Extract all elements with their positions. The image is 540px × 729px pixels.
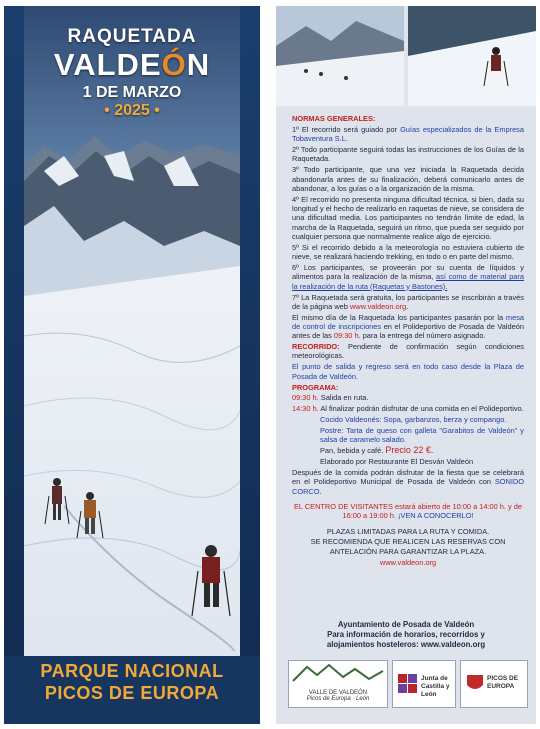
poster-right-panel bbox=[276, 6, 536, 724]
recorrido-text: Pendiente de confirmación según condiciones meteorológicas. bbox=[292, 342, 524, 361]
visitors-hours: EL CENTRO DE VISITANTES estará abierto de 10:00 a 14:00 h. y de 16:00 a 19:00 h. bbox=[294, 501, 522, 521]
park-line-2: PICOS DE EUROPA bbox=[44, 683, 220, 703]
menu-line-2: Postre: Tarta de queso con galleta "Garabitos de Valdeón" y salsa de caramelo salado. bbox=[320, 426, 524, 445]
footer-info bbox=[290, 620, 522, 650]
after-meal bbox=[292, 468, 524, 496]
after-meal-band: SONIDO CORCO bbox=[292, 477, 524, 496]
visitors-center bbox=[292, 502, 524, 521]
top-photos bbox=[276, 6, 536, 106]
event-place-accent: Ó bbox=[161, 47, 187, 82]
rule-8-text-b: en el Polideportivo de Posada de Valdeón antes de las bbox=[292, 321, 524, 341]
event-place-part-b: N bbox=[186, 47, 211, 82]
menu-line-3-text: Pan, bebida y café. bbox=[320, 446, 386, 456]
footer-line-3: alojamientos hosteleros: www.valdeon.org bbox=[326, 640, 486, 649]
plazas-web-link[interactable]: www.valdeon.org bbox=[379, 557, 437, 567]
coat-of-arms-icon bbox=[397, 673, 419, 695]
menu-line-1: Cocido Valdeonés: Sopa, garbanzos, berza y compango. bbox=[320, 415, 507, 425]
rule-8-time: 09:30 h bbox=[333, 331, 359, 341]
after-meal-end: . bbox=[319, 486, 322, 496]
picos-logo-line-2: EUROPA bbox=[487, 683, 515, 690]
rule-7-text: 7º La Raquetada será gratuita, los participantes se inscribirán a través de la página web bbox=[292, 292, 524, 311]
menu-price: Precio 22 €. bbox=[385, 445, 434, 456]
junta-logo-line-2: Castilla y León bbox=[421, 683, 450, 698]
park-name bbox=[4, 660, 260, 704]
junta-logo-text bbox=[421, 675, 455, 699]
programa-heading: PROGRAMA: bbox=[292, 382, 339, 392]
poster-left-panel bbox=[4, 6, 260, 724]
plazas-line-2: SE RECOMIENDA QUE REALICEN LAS RESERVAS CON ANTELACIÓN PARA GARANTIZAR LA PLAZA. bbox=[310, 537, 506, 556]
valle-logo-line-2: Picos de Europa · León bbox=[306, 696, 370, 702]
rule-1-text: 1º El recorrido será guiado por bbox=[292, 124, 401, 134]
footer-line-1: Ayuntamiento de Posada de Valdeón bbox=[337, 620, 475, 629]
normas-heading: NORMAS GENERALES: bbox=[292, 114, 376, 123]
rule-5: 5º Si el recorrido debido a la meteorología no estuviera cubierto de nieve, se realizará haciendo trekking, en todo o en parte del mismo. bbox=[292, 242, 524, 262]
rule-8-control: mesa de control de inscripciones bbox=[292, 312, 524, 331]
programa-item-2 bbox=[292, 404, 524, 413]
rule-4: 4º El recorrido no presenta ninguna dificultad técnica, si bien, dada su longitud y el hecho de realizarlo en raquetas de nieve, se considera de una dificultad media. Los participantes no tendrán límite de edad, la marcha de la Raquetada, seguirá un ritmo, que pueda ser seguido por cualquier persona que normalmente realice algo de ejercicio. bbox=[292, 194, 524, 241]
recorrido bbox=[292, 342, 524, 361]
rule-8-text-c: . para la entrega del número asignado. bbox=[358, 331, 486, 341]
programa-time-1: 09:30 h. bbox=[292, 393, 319, 403]
picos-europa-logo bbox=[460, 660, 528, 708]
salida-text: El punto de salida y regreso será en todo caso desde la Plaza de Posada de Valdeón. bbox=[292, 362, 524, 381]
rule-3: 3º Todo participante, que una vez iniciada la Raquetada decida abandonarla antes de su finalización, deberá comunicarlo antes de abandonar, a los guías o a la organización de la misma. bbox=[292, 165, 524, 193]
valle-valdeon-logo bbox=[288, 660, 388, 708]
rule-8 bbox=[292, 313, 524, 341]
after-meal-text: Después de la comida podrán disfrutar de la fiesta que se celebrará en el Polideportivo Municipal de Posada de Valdeón con bbox=[292, 468, 524, 487]
rule-1 bbox=[292, 125, 524, 144]
programa-item-1 bbox=[292, 393, 524, 402]
plazas-line-1: PLAZAS LIMITADAS PARA LA RUTA Y COMIDA. bbox=[326, 526, 490, 536]
rule-6 bbox=[292, 263, 524, 291]
visitors-invite: ¡VEN A CONOCERLO! bbox=[395, 511, 474, 521]
event-place-part-a: VALDE bbox=[53, 47, 162, 82]
event-header bbox=[4, 26, 260, 120]
rule-8-text-a: El mismo día de la Raquetada los participantes pasarán por la bbox=[292, 312, 506, 322]
menu-line-3 bbox=[292, 446, 524, 455]
programa-time-2: 14:30 h. bbox=[292, 404, 319, 414]
rule-7 bbox=[292, 293, 524, 312]
picos-logo-line-1: PICOS DE bbox=[487, 675, 519, 682]
programa-text-2: Al finalizar podrán disfrutar de una comida en el Polideportivo. bbox=[318, 404, 524, 414]
valle-logo-text bbox=[289, 690, 387, 702]
rule-6-text: 6º Los participantes, se proveerán por su cuenta de líquidos y alimentos para la realización de la misma, bbox=[292, 263, 524, 282]
junta-logo-line-1: Junta de bbox=[421, 675, 448, 682]
rules-text bbox=[292, 114, 524, 569]
park-shield-icon bbox=[465, 673, 485, 693]
programa-text-1: Salida en ruta. bbox=[318, 393, 369, 403]
event-title: RAQUETADA bbox=[67, 26, 197, 47]
rule-1-guides: Guías especializados de la Empresa Tobaventura S.L. bbox=[292, 124, 524, 144]
event-date: 1 DE MARZO bbox=[82, 84, 182, 101]
junta-cyl-logo bbox=[392, 660, 456, 708]
footer-line-2: Para información de horarios, recorridos y bbox=[327, 630, 485, 639]
rule-2: 2º Todo participante seguirá todas las instrucciones de los Guías de la Raquetada. bbox=[292, 145, 524, 164]
event-year: • 2025 • bbox=[104, 102, 160, 119]
picos-logo-text bbox=[487, 675, 518, 691]
event-place bbox=[4, 48, 260, 82]
valle-logo-line-1: VALLE DE VALDEÓN bbox=[308, 690, 368, 696]
recorrido-label: RECORRIDO: bbox=[292, 342, 340, 352]
menu-line-4: Elaborado por Restaurante El Desván Valdeón bbox=[320, 457, 474, 467]
sponsor-logos bbox=[288, 656, 526, 714]
rule-6-material: así como de material para la realización de la ruta (Raquetas y Bastones). bbox=[292, 272, 524, 291]
rule-7-end: . bbox=[406, 301, 409, 311]
park-line-1: PARQUE NACIONAL bbox=[40, 661, 224, 681]
mountain-logo-icon bbox=[289, 661, 387, 685]
rule-7-web-link[interactable]: www.valdeon.org bbox=[349, 301, 407, 311]
